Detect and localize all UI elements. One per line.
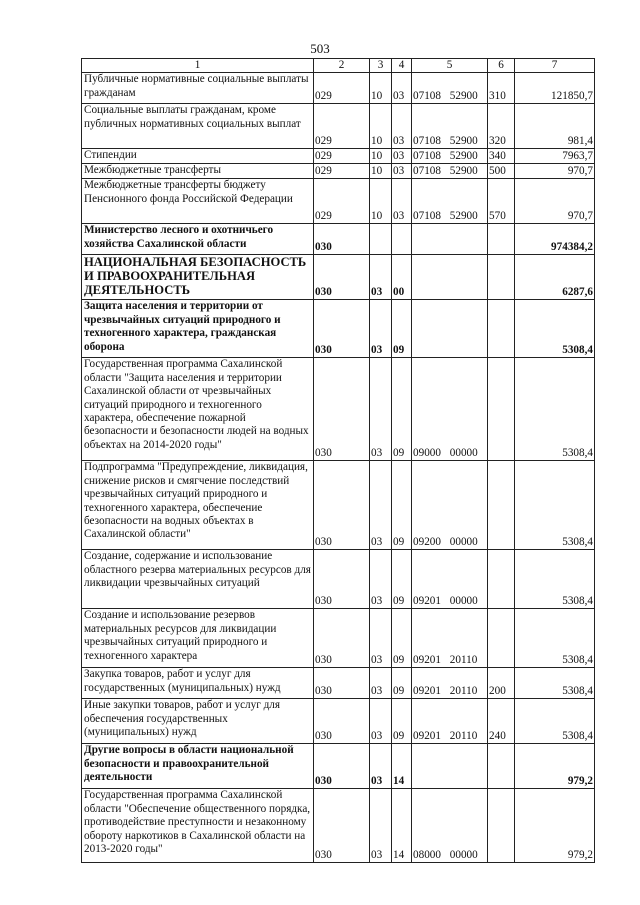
header-cell: 2 bbox=[314, 59, 370, 73]
row-name-cell: Подпрограмма "Предупреждение, ликвидация, снижение рисков и смягчение последствий чрезвычайных ситуаций природного и техногенного характера, обеспечение безопасности на водных объектах в Сахалинской области" bbox=[82, 461, 314, 550]
expense-type-cell: 240 bbox=[488, 699, 515, 744]
amount-cell: 7963,7 bbox=[515, 149, 595, 164]
expense-type-cell bbox=[488, 744, 515, 789]
grbs-code-cell: 029 bbox=[314, 149, 370, 164]
row-name-cell: Министерство лесного и охотничьего хозяйства Сахалинской области bbox=[82, 224, 314, 255]
grbs-code-cell: 030 bbox=[314, 255, 370, 300]
table-row bbox=[82, 224, 595, 255]
target-article-cell: 09201 00000 bbox=[412, 550, 488, 609]
row-name-cell: Публичные нормативные социальные выплаты гражданам bbox=[82, 73, 314, 104]
target-article-cell: 09201 20110 bbox=[412, 699, 488, 744]
section-code-cell: 03 bbox=[370, 550, 392, 609]
grbs-code-cell: 030 bbox=[314, 224, 370, 255]
target-article-cell: 09201 20110 bbox=[412, 609, 488, 668]
amount-cell: 974384,2 bbox=[515, 224, 595, 255]
expense-type-cell bbox=[488, 255, 515, 300]
row-name-cell: Иные закупки товаров, работ и услуг для обеспечения государственных (муниципальных) нужд bbox=[82, 699, 314, 744]
table-row bbox=[82, 461, 595, 550]
section-code-cell bbox=[370, 224, 392, 255]
subsection-code-cell: 09 bbox=[392, 300, 412, 358]
grbs-code-cell: 030 bbox=[314, 668, 370, 699]
section-code-cell: 03 bbox=[370, 358, 392, 461]
target-article-cell: 09000 00000 bbox=[412, 358, 488, 461]
section-code-cell: 03 bbox=[370, 744, 392, 789]
grbs-code-cell: 029 bbox=[314, 164, 370, 179]
target-article-cell bbox=[412, 224, 488, 255]
expense-type-cell: 570 bbox=[488, 179, 515, 224]
table-row bbox=[82, 104, 595, 149]
grbs-code-cell: 030 bbox=[314, 461, 370, 550]
grbs-code-cell: 029 bbox=[314, 179, 370, 224]
section-code-cell: 03 bbox=[370, 789, 392, 863]
expense-type-cell: 340 bbox=[488, 149, 515, 164]
header-cell: 3 bbox=[370, 59, 392, 73]
table-row bbox=[82, 550, 595, 609]
row-name-cell: Социальные выплаты гражданам, кроме публичных нормативных социальных выплат bbox=[82, 104, 314, 149]
row-name-cell: Другие вопросы в области национальной безопасности и правоохранительной деятельности bbox=[82, 744, 314, 789]
table-header-row bbox=[82, 59, 595, 73]
target-article-cell bbox=[412, 300, 488, 358]
table-row bbox=[82, 609, 595, 668]
table-row bbox=[82, 744, 595, 789]
table-row bbox=[82, 164, 595, 179]
section-code-cell: 03 bbox=[370, 609, 392, 668]
amount-cell: 6287,6 bbox=[515, 255, 595, 300]
subsection-code-cell: 03 bbox=[392, 164, 412, 179]
amount-cell: 5308,4 bbox=[515, 699, 595, 744]
grbs-code-cell: 030 bbox=[314, 300, 370, 358]
row-name-cell: Создание и использование резервов материальных ресурсов для ликвидации чрезвычайных ситуаций природного и техногенного характера bbox=[82, 609, 314, 668]
header-cell: 5 bbox=[412, 59, 488, 73]
expense-type-cell bbox=[488, 358, 515, 461]
grbs-code-cell: 030 bbox=[314, 609, 370, 668]
target-article-cell bbox=[412, 255, 488, 300]
grbs-code-cell: 030 bbox=[314, 789, 370, 863]
expense-type-cell bbox=[488, 224, 515, 255]
subsection-code-cell: 03 bbox=[392, 73, 412, 104]
expense-type-cell bbox=[488, 461, 515, 550]
table-row bbox=[82, 668, 595, 699]
amount-cell: 5308,4 bbox=[515, 461, 595, 550]
section-code-cell: 03 bbox=[370, 668, 392, 699]
subsection-code-cell: 09 bbox=[392, 668, 412, 699]
target-article-cell: 07108 52900 bbox=[412, 149, 488, 164]
row-name-cell: Государственная программа Сахалинской области "Обеспечение общественного порядка, противодействие преступности и незаконному обороту наркотиков в Сахалинской области на 2013-2020 годы" bbox=[82, 789, 314, 863]
amount-cell: 5308,4 bbox=[515, 550, 595, 609]
target-article-cell: 07108 52900 bbox=[412, 73, 488, 104]
amount-cell: 970,7 bbox=[515, 164, 595, 179]
amount-cell: 121850,7 bbox=[515, 73, 595, 104]
row-name-cell: Государственная программа Сахалинской области "Защита населения и территории Сахалинской области от чрезвычайных ситуаций природного и техногенного характера, обеспечение пожарной безопасности и безопасности людей на водных объектах на 2014-2020 годы" bbox=[82, 358, 314, 461]
target-article-cell: 08000 00000 bbox=[412, 789, 488, 863]
table-row bbox=[82, 73, 595, 104]
row-name-cell: Защита населения и территории от чрезвычайных ситуаций природного и техногенного характера, гражданская оборона bbox=[82, 300, 314, 358]
subsection-code-cell: 09 bbox=[392, 699, 412, 744]
page-number: 503 bbox=[310, 41, 330, 56]
grbs-code-cell: 029 bbox=[314, 73, 370, 104]
target-article-cell: 09200 00000 bbox=[412, 461, 488, 550]
subsection-code-cell: 14 bbox=[392, 744, 412, 789]
expense-type-cell bbox=[488, 550, 515, 609]
expense-type-cell bbox=[488, 300, 515, 358]
grbs-code-cell: 030 bbox=[314, 699, 370, 744]
target-article-cell: 07108 52900 bbox=[412, 164, 488, 179]
table-row bbox=[82, 255, 595, 300]
subsection-code-cell: 03 bbox=[392, 149, 412, 164]
expense-type-cell bbox=[488, 789, 515, 863]
subsection-code-cell: 03 bbox=[392, 104, 412, 149]
expense-type-cell: 200 bbox=[488, 668, 515, 699]
section-code-cell: 10 bbox=[370, 164, 392, 179]
section-code-cell: 03 bbox=[370, 699, 392, 744]
row-name-cell: НАЦИОНАЛЬНАЯ БЕЗОПАСНОСТЬ И ПРАВООХРАНИТЕЛЬНАЯ ДЕЯТЕЛЬНОСТЬ bbox=[82, 255, 314, 300]
amount-cell: 979,2 bbox=[515, 789, 595, 863]
grbs-code-cell: 030 bbox=[314, 550, 370, 609]
amount-cell: 970,7 bbox=[515, 179, 595, 224]
section-code-cell: 03 bbox=[370, 255, 392, 300]
row-name-cell: Стипендии bbox=[82, 149, 314, 164]
header-cell: 7 bbox=[515, 59, 595, 73]
header-cell: 1 bbox=[82, 59, 314, 73]
row-name-cell: Создание, содержание и использование областного резерва материальных ресурсов для ликвидации чрезвычайных ситуаций bbox=[82, 550, 314, 609]
amount-cell: 5308,4 bbox=[515, 609, 595, 668]
amount-cell: 981,4 bbox=[515, 104, 595, 149]
expense-type-cell: 310 bbox=[488, 73, 515, 104]
target-article-cell: 07108 52900 bbox=[412, 179, 488, 224]
section-code-cell: 03 bbox=[370, 300, 392, 358]
row-name-cell: Межбюджетные трансферты bbox=[82, 164, 314, 179]
amount-cell: 979,2 bbox=[515, 744, 595, 789]
row-name-cell: Закупка товаров, работ и услуг для государственных (муниципальных) нужд bbox=[82, 668, 314, 699]
target-article-cell: 09201 20110 bbox=[412, 668, 488, 699]
section-code-cell: 03 bbox=[370, 461, 392, 550]
subsection-code-cell: 09 bbox=[392, 358, 412, 461]
amount-cell: 5308,4 bbox=[515, 358, 595, 461]
table-row bbox=[82, 789, 595, 863]
target-article-cell: 07108 52900 bbox=[412, 104, 488, 149]
table-row bbox=[82, 149, 595, 164]
section-code-cell: 10 bbox=[370, 104, 392, 149]
header-cell: 6 bbox=[488, 59, 515, 73]
section-code-cell: 10 bbox=[370, 73, 392, 104]
subsection-code-cell: 09 bbox=[392, 461, 412, 550]
subsection-code-cell: 14 bbox=[392, 789, 412, 863]
table-row bbox=[82, 300, 595, 358]
grbs-code-cell: 029 bbox=[314, 104, 370, 149]
subsection-code-cell: 09 bbox=[392, 609, 412, 668]
table-row bbox=[82, 358, 595, 461]
header-cell: 4 bbox=[392, 59, 412, 73]
subsection-code-cell: 00 bbox=[392, 255, 412, 300]
amount-cell: 5308,4 bbox=[515, 668, 595, 699]
grbs-code-cell: 030 bbox=[314, 744, 370, 789]
budget-table bbox=[81, 58, 595, 863]
section-code-cell: 10 bbox=[370, 149, 392, 164]
amount-cell: 5308,4 bbox=[515, 300, 595, 358]
subsection-code-cell bbox=[392, 224, 412, 255]
expense-type-cell: 320 bbox=[488, 104, 515, 149]
section-code-cell: 10 bbox=[370, 179, 392, 224]
expense-type-cell: 500 bbox=[488, 164, 515, 179]
grbs-code-cell: 030 bbox=[314, 358, 370, 461]
target-article-cell bbox=[412, 744, 488, 789]
table-row bbox=[82, 699, 595, 744]
subsection-code-cell: 03 bbox=[392, 179, 412, 224]
row-name-cell: Межбюджетные трансферты бюджету Пенсионного фонда Российской Федерации bbox=[82, 179, 314, 224]
expense-type-cell bbox=[488, 609, 515, 668]
subsection-code-cell: 09 bbox=[392, 550, 412, 609]
table-row bbox=[82, 179, 595, 224]
